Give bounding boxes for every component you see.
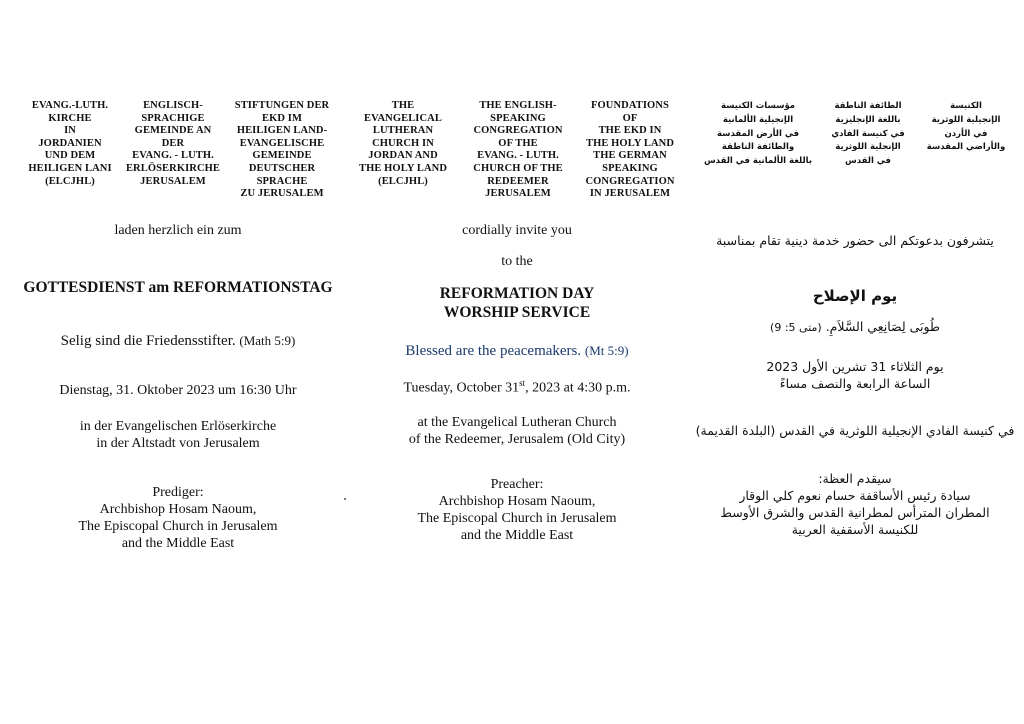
english-title: REFORMATION DAY WORSHIP SERVICE — [439, 285, 595, 321]
arabic-verse: طُوبَى لِصَانِعِي السَّلاَمِ. — [825, 319, 940, 334]
english-verse-line — [346, 342, 688, 360]
header-org-english-congregation-ar: الطائفة الناطقة باللغة الإنجليزية في كنيسة الفادي الإنجلية اللوثرية في القدس — [831, 101, 905, 167]
header-org-ekd-foundations-de: STIFTUNGEN DER EKD IM HEILIGEN LAND- EVANGELISCHE GEMEINDE DEUTSCHER SPRACHE ZU JERUSALEM — [234, 100, 330, 200]
german-column — [8, 0, 348, 724]
german-date: Dienstag, 31. Oktober 2023 um 16:30 Uhr — [59, 383, 297, 398]
german-preacher: Prediger: Archbishop Hosam Naoum, The Episcopal Church in Jerusalem and the Middle East — [78, 485, 278, 551]
english-to-the: to the — [501, 254, 533, 269]
german-verse-line — [8, 332, 348, 350]
english-invite: cordially invite you — [462, 223, 572, 238]
english-verse-ref: (Mt 5:9) — [584, 343, 629, 358]
arabic-date: يوم الثلاثاء 31 تشرين الأول 2023 الساعة الرابعة والنصف مساءً — [766, 359, 944, 391]
arabic-verse-ref: (متى 5: 9) — [770, 321, 822, 334]
header-org-elcjhl-de: EVANG.-LUTH. KIRCHE IN JORDANIEN UND DEM HEILIGEN LANI (ELCJHL) — [28, 100, 112, 187]
header-org-elcjhl-en: THE EVANGELICAL LUTHERAN CHURCH IN JORDAN AND THE HOLY LAND (ELCJHL) — [358, 100, 448, 187]
header-org-english-congregation-en: THE ENGLISH- SPEAKING CONGREGATION OF THE EVANG. - LUTH. CHURCH OF THE REDEEMER JERUSALEM — [473, 100, 563, 200]
german-verse-ref: (Math 5:9) — [239, 333, 296, 348]
arabic-place: في كنيسة الفادي الإنجيلية اللوثرية في القدس (البلدة القديمة) — [695, 423, 1015, 438]
german-invite: laden herzlich ein zum — [114, 223, 242, 238]
arabic-verse-line — [690, 318, 1020, 336]
english-verse: Blessed are the peacemakers. — [405, 343, 582, 359]
english-place: at the Evangelical Lutheran Church of the Redeemer, Jerusalem (Old City) — [408, 415, 626, 447]
arabic-title: يوم الإصلاح — [812, 287, 898, 305]
english-date — [346, 375, 688, 397]
english-preacher: Preacher: Archbishop Hosam Naoum, The Episcopal Church in Jerusalem and the Middle East — [417, 477, 617, 543]
english-date-main: Tuesday, October 31 — [403, 380, 520, 396]
arabic-preacher: سيقدم العظة: سيادة رئيس الأساقفة حسام نعوم كلي الوقار المطران المترأس لمطرانية القدس والشرق الأوسط للكنيسة الأسقفية العربية — [720, 471, 990, 537]
german-title: GOTTESDIENST am REFORMATIONSTAG — [23, 279, 333, 296]
arabic-column — [690, 0, 1020, 724]
arabic-invite: يتشرفون بدعوتكم الى حضور خدمة دينية تقام بمناسبة — [716, 233, 994, 248]
header-org-elcjhl-ar: الكنيسة الإنجيلية اللوثرية في الأردن والأراضي المقدسة — [926, 101, 1006, 153]
english-date-time: , 2023 at 4:30 p.m. — [525, 380, 631, 396]
header-org-ekd-foundations-en: FOUNDATIONS OF THE EKD IN THE HOLY LAND THE GERMAN SPEAKING CONGREGATION IN JERUSALEM — [585, 100, 675, 200]
english-date-suffix: st — [519, 378, 526, 388]
header-org-english-congregation-de: ENGLISCH- SPRACHIGE GEMEINDE AN DER EVANG. - LUTH. ERLÖSERKIRCHE JERUSALEM — [125, 100, 221, 187]
german-place: in der Evangelischen Erlöserkirche in der Altstadt von Jerusalem — [79, 419, 277, 451]
german-verse: Selig sind die Friedensstifter. — [60, 333, 236, 349]
english-column — [346, 0, 688, 724]
header-org-ekd-foundations-ar: مؤسسات الكنيسة الإنجيلية الألمانية في الأرض المقدسة والطائفة الناطقة باللغة الألمانية في القدس — [703, 101, 813, 167]
